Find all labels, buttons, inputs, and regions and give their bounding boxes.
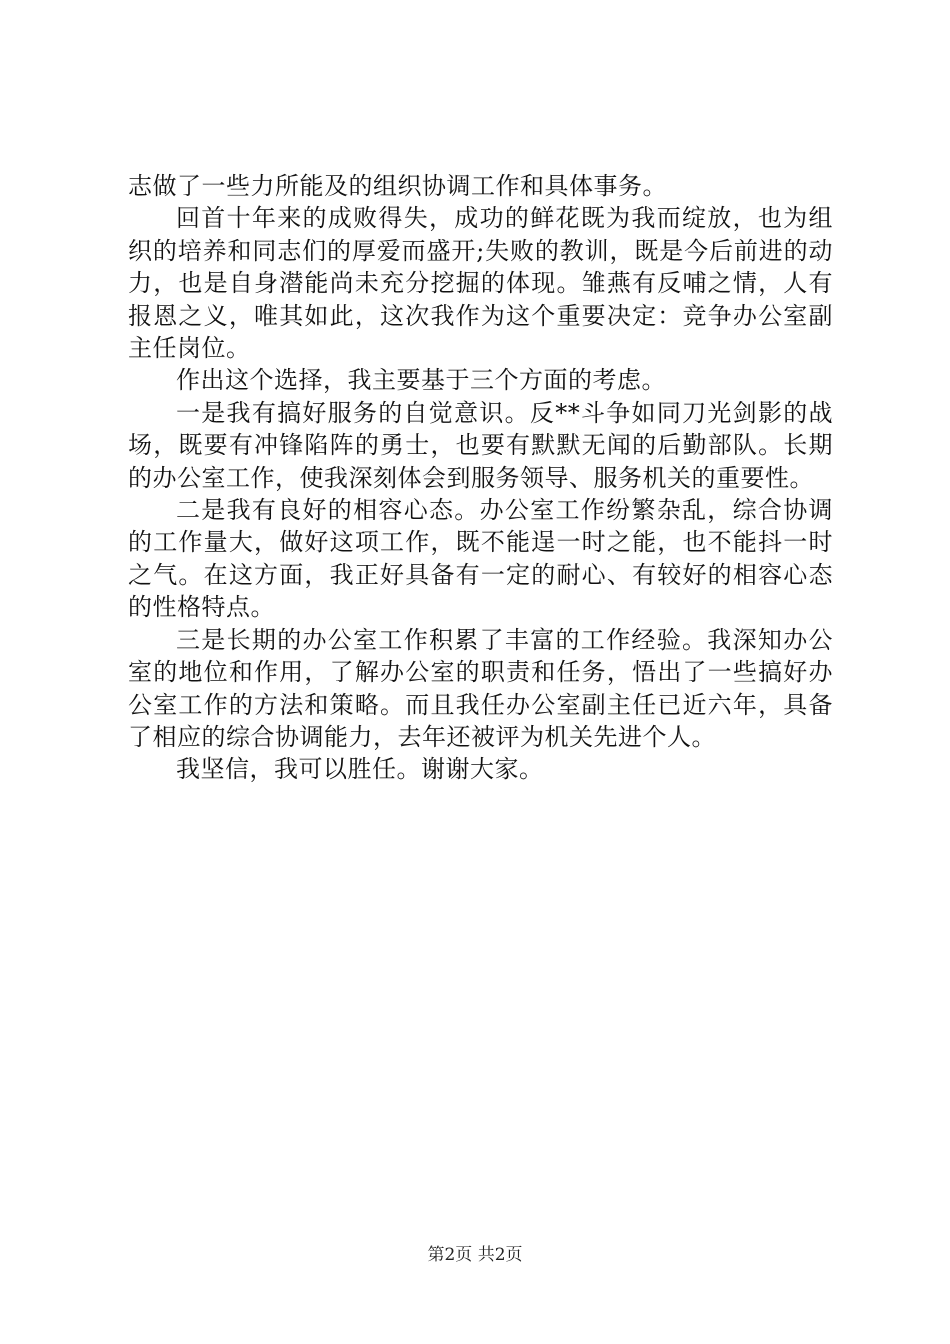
page-number-footer: 第2页 共2页	[427, 1245, 523, 1265]
paragraph-reasons-intro: 作出这个选择，我主要基于三个方面的考虑。	[176, 366, 666, 395]
paragraph-reason-two: 二是我有良好的相容心态。办公室工作纷繁杂乱，综合协调的工作量大，做好这项工作，既不能逞一时之能，也不能抖一时之气。在这方面，我正好具备有一定的耐心、有较好的相容心态的性格特点。	[128, 496, 833, 622]
document-body	[128, 170, 833, 786]
paragraph-reason-three: 三是长期的办公室工作积累了丰富的工作经验。我深知办公室的地位和作用，了解办公室的职责和任务，悟出了一些搞好办公室工作的方法和策略。而且我任办公室副主任已近六年，具备了相应的综合协调能力，去年还被评为机关先进个人。	[128, 625, 833, 751]
paragraph-closing: 我坚信，我可以胜任。谢谢大家。	[176, 755, 544, 784]
paragraph-reason-one: 一是我有搞好服务的自觉意识。反**斗争如同刀光剑影的战场，既要有冲锋陷阵的勇士，也要有默默无闻的后勤部队。长期的办公室工作，使我深刻体会到服务领导、服务机关的重要性。	[128, 398, 833, 492]
paragraph-continuation: 志做了一些力所能及的组织协调工作和具体事务。	[128, 172, 667, 200]
paragraph-reflection: 回首十年来的成败得失，成功的鲜花既为我而绽放，也为组织的培养和同志们的厚爱而盛开;失败的教训，既是今后前进的动力，也是自身潜能尚未充分挖掘的体现。雏燕有反哺之情，人有报恩之义，唯其如此，这次我作为这个重要决定：竞争办公室副主任岗位。	[128, 204, 833, 363]
